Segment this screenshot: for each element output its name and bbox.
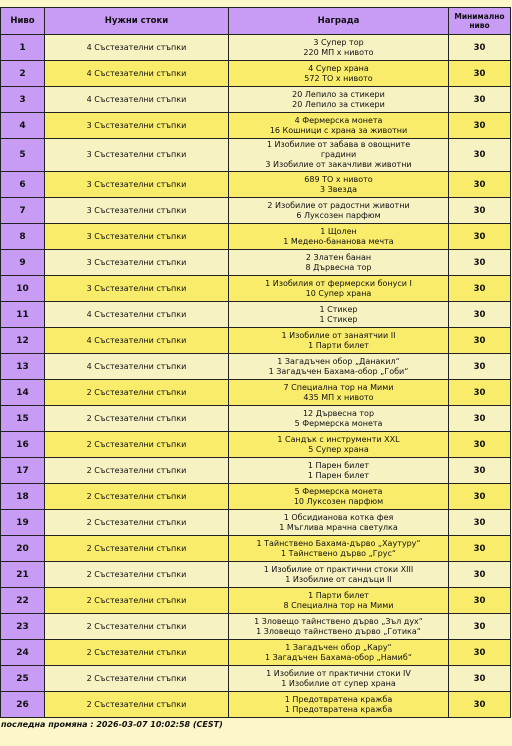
min-level-cell: 30: [449, 250, 511, 276]
min-level-cell: 30: [449, 198, 511, 224]
level-cell: 11: [1, 302, 45, 328]
table-row: [1, 614, 511, 640]
reward-cell: [229, 61, 449, 87]
reward-line: 12 Дървесна тор: [302, 408, 375, 418]
level-cell: 14: [1, 380, 45, 406]
reward-line: 1 Изобилие от практични стоки IV: [266, 668, 411, 678]
reward-cell: [229, 302, 449, 328]
reward-line: 2 Златен банан: [305, 252, 372, 262]
level-cell: 17: [1, 458, 45, 484]
reward-line: 1 Загадъчен Бахама-обор „Намиб“: [265, 652, 412, 662]
table-row: [1, 354, 511, 380]
reward-cell: [229, 380, 449, 406]
reward-line: 1 Щолен: [320, 226, 357, 236]
reward-cell: [229, 692, 449, 718]
table-row: [1, 692, 511, 718]
goods-cell: 3 Състезателни стъпки: [45, 250, 229, 276]
reward-line: 10 Супер храна: [305, 288, 372, 298]
table-row: [1, 432, 511, 458]
level-cell: 1: [1, 35, 45, 61]
reward-line: 1 Загадъчен обор „Кару“: [285, 642, 392, 652]
reward-line: 1 Зловещо тайнствено дърво „Готика“: [256, 626, 421, 636]
reward-cell: [229, 328, 449, 354]
level-cell: 3: [1, 87, 45, 113]
table-row: [1, 562, 511, 588]
reward-line: 1 Изобилие от супер храна: [281, 678, 396, 688]
goods-cell: 3 Състезателни стъпки: [45, 113, 229, 139]
reward-cell: [229, 87, 449, 113]
reward-cell: [229, 276, 449, 302]
reward-line: 1 Обсидианова котка фея: [283, 512, 394, 522]
goods-cell: 2 Състезателни стъпки: [45, 666, 229, 692]
reward-line: 1 Парен билет: [307, 470, 370, 480]
table-row: [1, 458, 511, 484]
table-row: [1, 35, 511, 61]
min-level-cell: 30: [449, 614, 511, 640]
min-level-cell: 30: [449, 562, 511, 588]
goods-cell: 4 Състезателни стъпки: [45, 87, 229, 113]
reward-line: 435 МП х нивото: [303, 392, 374, 402]
goods-cell: 2 Състезателни стъпки: [45, 588, 229, 614]
level-cell: 8: [1, 224, 45, 250]
min-level-cell: 30: [449, 510, 511, 536]
goods-cell: 3 Състезателни стъпки: [45, 276, 229, 302]
reward-line: 16 Кошници с храна за животни: [269, 125, 408, 135]
reward-line: 5 Фермерска монета: [294, 418, 383, 428]
reward-line: 1 Изобилия от фермерски бонуси I: [265, 278, 412, 288]
reward-line: 1 Парти билет: [308, 340, 369, 350]
min-level-cell: 30: [449, 536, 511, 562]
table-body: [1, 35, 511, 718]
min-level-cell: 30: [449, 328, 511, 354]
reward-cell: [229, 640, 449, 666]
table-row: [1, 380, 511, 406]
goods-cell: 2 Състезателни стъпки: [45, 458, 229, 484]
reward-line: 1 Стикер: [319, 314, 358, 324]
goods-cell: 2 Състезателни стъпки: [45, 614, 229, 640]
reward-line: 1 Парен билет: [307, 460, 370, 470]
goods-cell: 2 Състезателни стъпки: [45, 562, 229, 588]
header-goods: Нужни стоки: [45, 8, 229, 35]
table-row: [1, 61, 511, 87]
reward-cell: [229, 113, 449, 139]
reward-line: 3 Изобилие от закачливи животни: [265, 160, 412, 169]
reward-line: 1 Сандък с инструменти XXL: [277, 434, 400, 444]
level-cell: 13: [1, 354, 45, 380]
min-level-cell: 30: [449, 380, 511, 406]
level-cell: 23: [1, 614, 45, 640]
reward-cell: [229, 35, 449, 61]
reward-line: 572 ТО х нивото: [304, 73, 373, 83]
goods-cell: 2 Състезателни стъпки: [45, 640, 229, 666]
reward-line: 1 Парти билет: [308, 590, 369, 600]
reward-line: градини: [320, 150, 357, 159]
table-row: [1, 139, 511, 172]
min-level-cell: 30: [449, 302, 511, 328]
reward-cell: [229, 614, 449, 640]
goods-cell: 4 Състезателни стъпки: [45, 328, 229, 354]
goods-cell: 4 Състезателни стъпки: [45, 354, 229, 380]
level-cell: 24: [1, 640, 45, 666]
reward-line: 1 Предотвратена кражба: [284, 694, 393, 704]
table-row: [1, 224, 511, 250]
table-row: [1, 536, 511, 562]
level-cell: 12: [1, 328, 45, 354]
reward-line: 1 Изобилие от сандъци II: [285, 574, 392, 584]
reward-line: 1 Стикер: [319, 304, 358, 314]
goods-cell: 2 Състезателни стъпки: [45, 484, 229, 510]
table-row: [1, 172, 511, 198]
min-level-cell: 30: [449, 640, 511, 666]
level-cell: 4: [1, 113, 45, 139]
reward-cell: [229, 172, 449, 198]
level-cell: 6: [1, 172, 45, 198]
level-cell: 26: [1, 692, 45, 718]
table-row: [1, 328, 511, 354]
reward-line: 1 Медено-бананова мечта: [283, 236, 394, 246]
reward-cell: [229, 458, 449, 484]
reward-cell: [229, 588, 449, 614]
level-cell: 19: [1, 510, 45, 536]
reward-line: 5 Супер храна: [308, 444, 369, 454]
goods-cell: 3 Състезателни стъпки: [45, 139, 229, 172]
min-level-cell: 30: [449, 276, 511, 302]
reward-cell: [229, 484, 449, 510]
min-level-cell: 30: [449, 35, 511, 61]
level-cell: 25: [1, 666, 45, 692]
table-row: [1, 510, 511, 536]
table-row: [1, 250, 511, 276]
reward-line: 8 Специална тор на Мими: [283, 600, 394, 610]
reward-line: 2 Изобилие от радостни животни: [267, 200, 410, 210]
reward-cell: [229, 510, 449, 536]
reward-line: 20 Лепило за стикери: [292, 89, 385, 99]
rewards-table: [0, 7, 511, 718]
reward-cell: [229, 432, 449, 458]
min-level-cell: 30: [449, 224, 511, 250]
reward-line: 1 Загадъчен обор „Данакил“: [277, 356, 400, 366]
min-level-cell: 30: [449, 87, 511, 113]
reward-line: 1 Зловещо тайнствено дърво „Зъл дух“: [254, 616, 423, 626]
level-cell: 7: [1, 198, 45, 224]
reward-line: 10 Луксозен парфюм: [293, 496, 384, 506]
goods-cell: 4 Състезателни стъпки: [45, 61, 229, 87]
min-level-cell: 30: [449, 666, 511, 692]
reward-line: 3 Супер тор: [313, 37, 364, 47]
min-level-cell: 30: [449, 458, 511, 484]
header-min-level: Минимално ниво: [449, 8, 511, 35]
table-row: [1, 406, 511, 432]
header-level: Ниво: [1, 8, 45, 35]
reward-cell: [229, 139, 449, 172]
reward-line: 3 Звезда: [319, 184, 358, 194]
reward-line: 220 МП х нивото: [303, 47, 374, 57]
level-cell: 18: [1, 484, 45, 510]
reward-line: 1 Изобилие от забава в овощните: [266, 140, 411, 149]
table-row: [1, 484, 511, 510]
last-modified: последна промяна : 2026-03-07 10:02:58 (CEST): [1, 720, 223, 729]
reward-cell: [229, 198, 449, 224]
reward-line: 1 Изобилие от занаятчии II: [281, 330, 396, 340]
level-cell: 21: [1, 562, 45, 588]
level-cell: 20: [1, 536, 45, 562]
reward-cell: [229, 354, 449, 380]
goods-cell: 2 Състезателни стъпки: [45, 380, 229, 406]
level-cell: 9: [1, 250, 45, 276]
reward-line: 6 Луксозен парфюм: [296, 210, 381, 220]
reward-cell: [229, 562, 449, 588]
level-cell: 16: [1, 432, 45, 458]
min-level-cell: 30: [449, 692, 511, 718]
goods-cell: 2 Състезателни стъпки: [45, 510, 229, 536]
table-row: [1, 302, 511, 328]
reward-line: 20 Лепило за стикери: [292, 99, 385, 109]
goods-cell: 2 Състезателни стъпки: [45, 432, 229, 458]
level-cell: 15: [1, 406, 45, 432]
min-level-cell: 30: [449, 484, 511, 510]
level-cell: 10: [1, 276, 45, 302]
reward-line: 1 Тайнствено Бахама-дърво „Хаутуру“: [256, 538, 421, 548]
table-row: [1, 640, 511, 666]
table-row: [1, 198, 511, 224]
reward-line: 1 Мъглива мрачна светулка: [279, 522, 398, 532]
table-row: [1, 113, 511, 139]
reward-line: 689 ТО х нивото: [304, 174, 373, 184]
level-cell: 5: [1, 139, 45, 172]
min-level-cell: 30: [449, 61, 511, 87]
goods-cell: 3 Състезателни стъпки: [45, 198, 229, 224]
reward-line: 4 Супер храна: [308, 63, 369, 73]
goods-cell: 4 Състезателни стъпки: [45, 302, 229, 328]
min-level-cell: 30: [449, 406, 511, 432]
reward-line: 1 Предотвратена кражба: [284, 704, 393, 714]
table-row: [1, 588, 511, 614]
reward-line: 1 Тайнствено дърво „Грус“: [280, 548, 396, 558]
min-level-cell: 30: [449, 172, 511, 198]
reward-cell: [229, 406, 449, 432]
goods-cell: 4 Състезателни стъпки: [45, 35, 229, 61]
reward-line: 1 Изобилие от практични стоки XIII: [263, 564, 414, 574]
table-row: [1, 276, 511, 302]
goods-cell: 3 Състезателни стъпки: [45, 172, 229, 198]
min-level-cell: 30: [449, 139, 511, 172]
level-cell: 2: [1, 61, 45, 87]
reward-line: 1 Загадъчен Бахама-обор „Гоби“: [268, 366, 409, 376]
table-row: [1, 87, 511, 113]
reward-cell: [229, 250, 449, 276]
reward-line: 5 Фермерска монета: [294, 486, 383, 496]
level-cell: 22: [1, 588, 45, 614]
reward-line: 7 Специална тор на Мими: [283, 382, 394, 392]
min-level-cell: 30: [449, 432, 511, 458]
header-reward: Награда: [229, 8, 449, 35]
goods-cell: 3 Състезателни стъпки: [45, 224, 229, 250]
table-header-row: [1, 8, 511, 35]
goods-cell: 2 Състезателни стъпки: [45, 536, 229, 562]
reward-cell: [229, 666, 449, 692]
min-level-cell: 30: [449, 354, 511, 380]
goods-cell: 2 Състезателни стъпки: [45, 692, 229, 718]
min-level-cell: 30: [449, 113, 511, 139]
reward-line: 4 Фермерска монета: [294, 115, 383, 125]
reward-cell: [229, 224, 449, 250]
goods-cell: 2 Състезателни стъпки: [45, 406, 229, 432]
table-row: [1, 666, 511, 692]
min-level-cell: 30: [449, 588, 511, 614]
reward-cell: [229, 536, 449, 562]
reward-line: 8 Дървесна тор: [305, 262, 372, 272]
